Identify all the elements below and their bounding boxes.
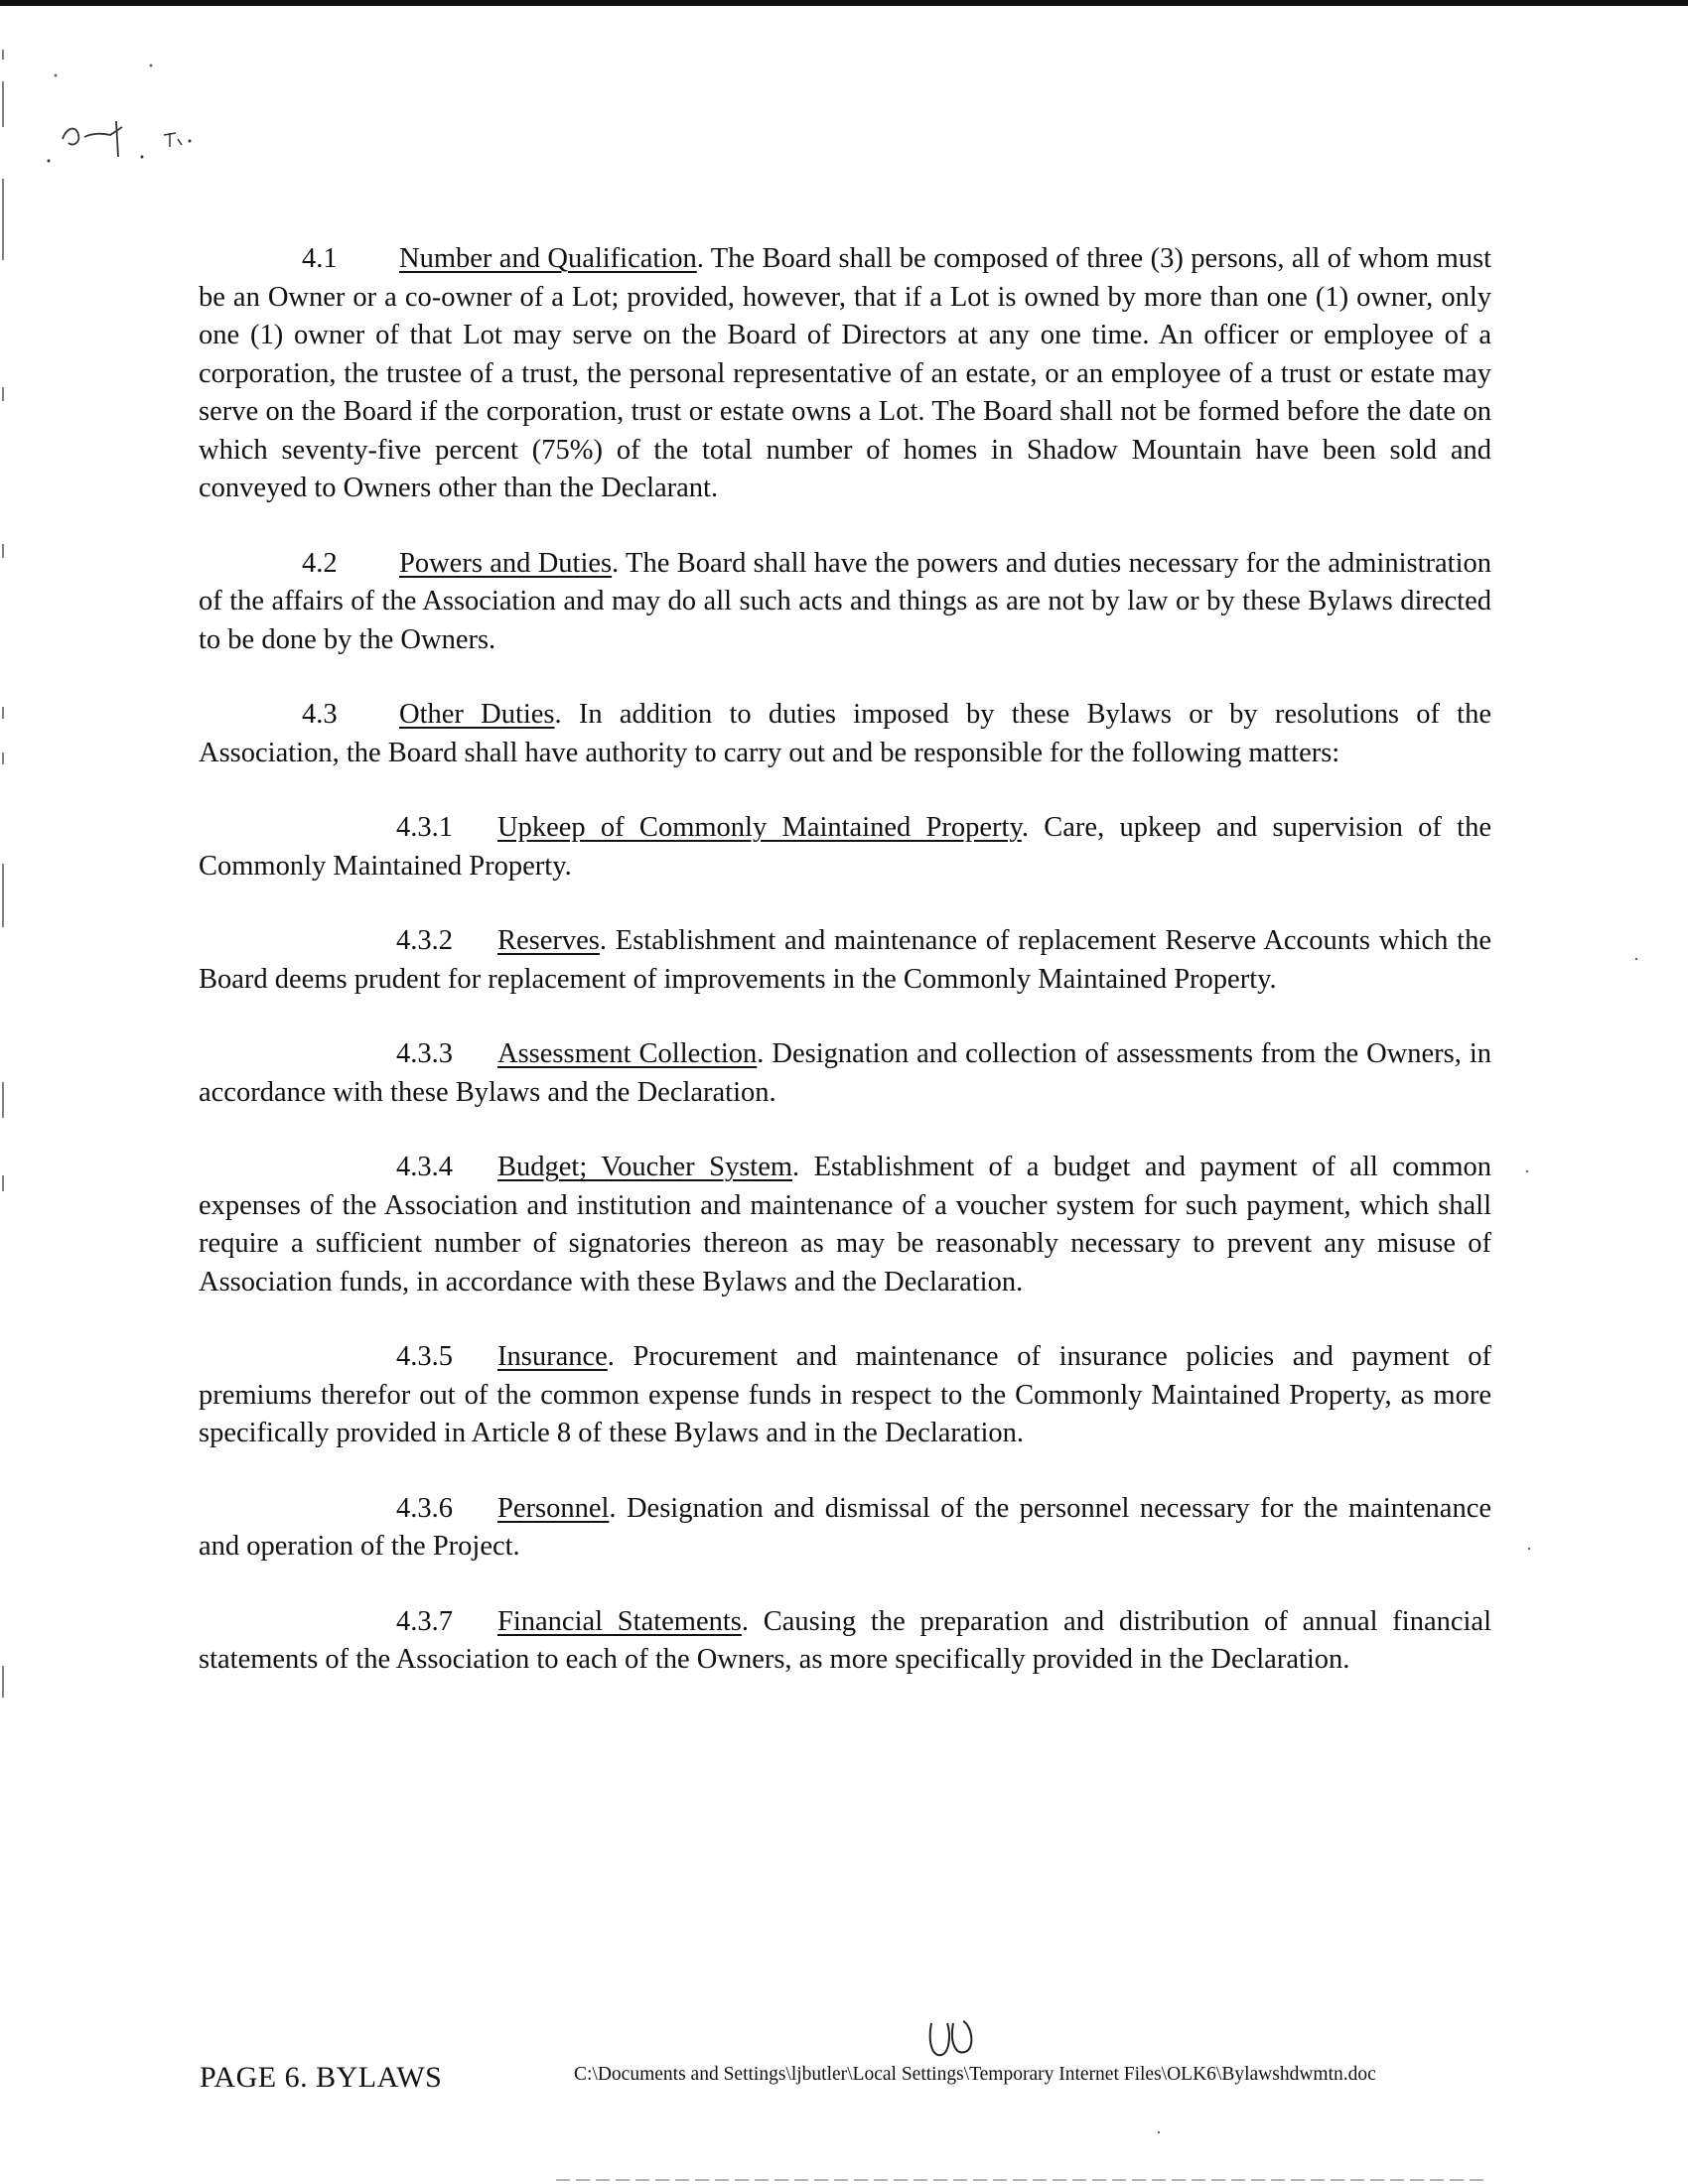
subsection-text: . Establishment and maintenance of replacement Reserve Accounts which the Board deems prudent for replacement of improvements in the Commonly Maintained Property. (199, 925, 1491, 995)
subsection-number: 4.3.5 (396, 1341, 453, 1372)
section-4-2 (199, 545, 1491, 660)
subsection-heading: Personnel (497, 1492, 610, 1524)
subsection-text: . Establishment of a budget and payment of all common expenses of the Association and institution and maintenance of a voucher system for such payment, which shall require a sufficient number of signatories thereon as may be reasonably necessary to prevent any misuse of Association funds, in accordance with these Bylaws and the Declaration. (199, 1152, 1491, 1297)
subsection-4-3-6 (199, 1490, 1491, 1567)
subsection-4-3-1 (199, 809, 1491, 886)
subsection-number: 4.3.1 (396, 812, 453, 843)
section-number: 4.1 (302, 243, 338, 274)
section-text: . In addition to duties imposed by these Bylaws or by resolutions of the Association, the Board shall have authority to carry out and be responsible for the following matters: (199, 699, 1491, 768)
subsection-text: . Causing the preparation and distribution of annual financial statements of the Association to each of the Owners, as more specifically provided in the Declaration. (199, 1605, 1491, 1675)
subsection-heading: Insurance (497, 1341, 608, 1372)
section-number: 4.2 (302, 547, 338, 579)
section-4-1 (199, 240, 1491, 508)
subsection-4-3-7 (199, 1603, 1491, 1680)
page-label: PAGE 6. BYLAWS (200, 2061, 443, 2094)
section-4-3 (199, 696, 1491, 772)
subsection-text: . Care, upkeep and supervision of the Commonly Maintained Property. (199, 812, 1492, 882)
subsection-4-3-5 (199, 1338, 1491, 1453)
subsection-heading: Upkeep of Commonly Maintained Property (497, 812, 1022, 843)
subsection-4-3-3 (199, 1035, 1491, 1112)
subsection-number: 4.3.2 (396, 925, 453, 956)
section-heading: Powers and Duties (399, 547, 613, 579)
subsection-text: . Procurement and maintenance of insurance policies and payment of premiums therefor out of the common expense funds in respect to the Commonly Maintained Property, as more specifically provided in Article 8 of these Bylaws and in the Declaration. (199, 1341, 1491, 1448)
scan-top-border (0, 0, 1688, 6)
section-heading: Number and Qualification (399, 243, 697, 274)
subsection-text: . Designation and dismissal of the personnel necessary for the maintenance and operation of the Project. (199, 1492, 1491, 1562)
subsection-number: 4.3.4 (396, 1152, 453, 1182)
section-number: 4.3 (302, 699, 338, 730)
section-text: . The Board shall have the powers and duties necessary for the administration of the affairs of the Association and may do all such acts and things as are not by law or by these Bylaws directed to be done by the Owners. (199, 547, 1491, 655)
subsection-heading: Financial Statements (497, 1605, 742, 1637)
subsection-heading: Budget; Voucher System (497, 1152, 793, 1182)
subsection-text: . Designation and collection of assessments from the Owners, in accordance with these Bylaws and the Declaration. (199, 1038, 1491, 1108)
subsection-number: 4.3.7 (396, 1605, 453, 1637)
handwritten-initials (923, 2015, 983, 2065)
subsection-number: 4.3.3 (396, 1038, 453, 1069)
subsection-heading: Assessment Collection (497, 1038, 758, 1069)
section-heading: Other Duties (399, 699, 555, 730)
subsection-4-3-4 (199, 1149, 1491, 1301)
bylaws-body (199, 240, 1491, 1716)
subsection-heading: Reserves (497, 925, 600, 956)
subsection-4-3-2 (199, 922, 1491, 999)
handwritten-mark (45, 117, 213, 167)
section-text: . The Board shall be composed of three (3) persons, all of whom must be an Owner or a co-owner of a Lot; provided, however, that if a Lot is owned by more than one (1) owner, only one (1) owner of that Lot may serve on the Board of Directors at any one time. An officer or employee of a corporation, the trustee of a trust, the personal representative of an estate, or an employee of a trust or estate may serve on the Board if the corporation, trust or estate owns a Lot. The Board shall not be formed before the date on which seventy-five percent (75%) of the total number of homes in Shadow Mountain have been sold and conveyed to Owners other than the Declarant. (199, 243, 1491, 503)
file-path: C:\Documents and Settings\ljbutler\Local Settings\Temporary Internet Files\OLK6\Bylawshdwmtn.doc (574, 2064, 1376, 2085)
subsection-number: 4.3.6 (396, 1492, 453, 1524)
